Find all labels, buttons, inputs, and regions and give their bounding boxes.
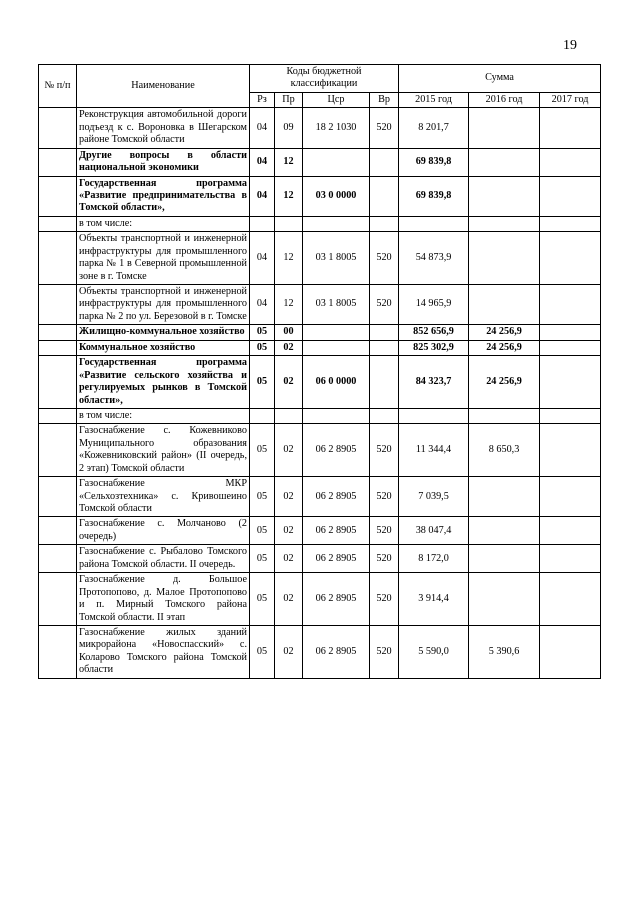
table-row bbox=[39, 340, 601, 355]
cell-pr: 02 bbox=[275, 517, 303, 545]
cell-pr: 12 bbox=[275, 285, 303, 325]
cell-2017 bbox=[540, 625, 601, 678]
cell-2015: 38 047,4 bbox=[399, 517, 469, 545]
cell-pr: 02 bbox=[275, 573, 303, 626]
cell-2017 bbox=[540, 356, 601, 409]
budget-table bbox=[38, 64, 601, 679]
cell-vr bbox=[370, 148, 399, 176]
cell-2016 bbox=[469, 545, 540, 573]
cell-2016 bbox=[469, 408, 540, 423]
cell-2015: 8 201,7 bbox=[399, 108, 469, 148]
cell-num bbox=[39, 325, 77, 340]
cell-vr bbox=[370, 176, 399, 216]
cell-2017 bbox=[540, 176, 601, 216]
cell-2015 bbox=[399, 216, 469, 231]
cell-vr: 520 bbox=[370, 545, 399, 573]
cell-name: в том числе: bbox=[77, 216, 250, 231]
cell-pr: 12 bbox=[275, 148, 303, 176]
cell-vr bbox=[370, 216, 399, 231]
table-row bbox=[39, 517, 601, 545]
cell-2015: 84 323,7 bbox=[399, 356, 469, 409]
cell-2015: 69 839,8 bbox=[399, 176, 469, 216]
table-row bbox=[39, 545, 601, 573]
cell-num bbox=[39, 356, 77, 409]
table-header bbox=[39, 65, 601, 108]
cell-csr: 06 2 8905 bbox=[303, 477, 370, 517]
table-row bbox=[39, 356, 601, 409]
table-row bbox=[39, 285, 601, 325]
cell-pr: 02 bbox=[275, 424, 303, 477]
cell-rz: 05 bbox=[250, 625, 275, 678]
cell-name: Газоснабжение МКР «Сельхозтехника» с. Кривошеино Томской области bbox=[77, 477, 250, 517]
cell-2016: 24 256,9 bbox=[469, 340, 540, 355]
cell-name: Газоснабжение с. Рыбалово Томского района Томской области. II очередь. bbox=[77, 545, 250, 573]
cell-2015: 54 873,9 bbox=[399, 232, 469, 285]
cell-num bbox=[39, 340, 77, 355]
cell-vr bbox=[370, 408, 399, 423]
cell-rz: 04 bbox=[250, 148, 275, 176]
header-codes: Коды бюджетной классификации bbox=[250, 65, 399, 93]
cell-name: Газоснабжение д. Большое Протопопово, д. Малое Протопопово и п. Мирный Томского района Томской области. II этап bbox=[77, 573, 250, 626]
cell-rz: 05 bbox=[250, 340, 275, 355]
cell-name: Объекты транспортной и инженерной инфраструктуры для промышленного парка № 1 в Северной промышленной зоне в г. Томске bbox=[77, 232, 250, 285]
cell-2016: 24 256,9 bbox=[469, 356, 540, 409]
cell-2015: 825 302,9 bbox=[399, 340, 469, 355]
cell-rz: 04 bbox=[250, 108, 275, 148]
cell-pr: 02 bbox=[275, 625, 303, 678]
cell-csr bbox=[303, 340, 370, 355]
cell-name: в том числе: bbox=[77, 408, 250, 423]
cell-2016 bbox=[469, 285, 540, 325]
table-row bbox=[39, 216, 601, 231]
cell-num bbox=[39, 408, 77, 423]
table-row bbox=[39, 408, 601, 423]
cell-rz: 05 bbox=[250, 356, 275, 409]
header-csr: Цср bbox=[303, 92, 370, 107]
cell-name: Реконструкция автомобильной дороги подъезд к с. Вороновка в Шегарском районе Томской области bbox=[77, 108, 250, 148]
header-2017: 2017 год bbox=[540, 92, 601, 107]
table-row bbox=[39, 325, 601, 340]
cell-2016 bbox=[469, 232, 540, 285]
cell-csr: 06 2 8905 bbox=[303, 573, 370, 626]
cell-2017 bbox=[540, 108, 601, 148]
cell-pr: 12 bbox=[275, 176, 303, 216]
cell-2016 bbox=[469, 216, 540, 231]
cell-2016 bbox=[469, 148, 540, 176]
cell-csr: 03 1 8005 bbox=[303, 232, 370, 285]
header-num: № п/п bbox=[39, 65, 77, 108]
cell-vr: 520 bbox=[370, 424, 399, 477]
cell-name: Государственная программа «Развитие предпринимательства в Томской области», bbox=[77, 176, 250, 216]
cell-csr bbox=[303, 408, 370, 423]
cell-2017 bbox=[540, 477, 601, 517]
cell-name: Газоснабжение жилых зданий микрорайона «Новоспасский» с. Коларово Томского района Томской области bbox=[77, 625, 250, 678]
cell-2015 bbox=[399, 408, 469, 423]
cell-2016: 5 390,6 bbox=[469, 625, 540, 678]
cell-vr: 520 bbox=[370, 625, 399, 678]
cell-rz: 05 bbox=[250, 573, 275, 626]
cell-rz: 04 bbox=[250, 176, 275, 216]
cell-2017 bbox=[540, 325, 601, 340]
cell-name: Объекты транспортной и инженерной инфраструктуры для промышленного парка № 2 по ул. Березовой в г. Томске bbox=[77, 285, 250, 325]
cell-csr: 03 0 0000 bbox=[303, 176, 370, 216]
page-number: 19 bbox=[563, 38, 577, 53]
cell-2016 bbox=[469, 517, 540, 545]
table-body bbox=[39, 108, 601, 678]
cell-csr: 18 2 1030 bbox=[303, 108, 370, 148]
cell-vr: 520 bbox=[370, 573, 399, 626]
table-row bbox=[39, 232, 601, 285]
cell-csr bbox=[303, 216, 370, 231]
cell-csr bbox=[303, 148, 370, 176]
cell-2017 bbox=[540, 424, 601, 477]
header-name: Наименование bbox=[77, 65, 250, 108]
cell-pr: 02 bbox=[275, 356, 303, 409]
cell-2017 bbox=[540, 408, 601, 423]
cell-vr bbox=[370, 356, 399, 409]
cell-2016 bbox=[469, 477, 540, 517]
cell-csr: 06 2 8905 bbox=[303, 625, 370, 678]
cell-name: Газоснабжение с. Кожевниково Муниципального образования «Кожевниковский район» (II очередь, 2 этап) Томской области bbox=[77, 424, 250, 477]
cell-vr bbox=[370, 340, 399, 355]
cell-2015: 3 914,4 bbox=[399, 573, 469, 626]
cell-num bbox=[39, 517, 77, 545]
header-2015: 2015 год bbox=[399, 92, 469, 107]
cell-pr bbox=[275, 408, 303, 423]
header-sum: Сумма bbox=[399, 65, 601, 93]
cell-name: Другие вопросы в области национальной экономики bbox=[77, 148, 250, 176]
cell-pr: 12 bbox=[275, 232, 303, 285]
cell-num bbox=[39, 477, 77, 517]
cell-name: Газоснабжение с. Молчаново (2 очередь) bbox=[77, 517, 250, 545]
cell-2016 bbox=[469, 108, 540, 148]
cell-2017 bbox=[540, 573, 601, 626]
cell-num bbox=[39, 148, 77, 176]
cell-2015: 852 656,9 bbox=[399, 325, 469, 340]
table-row bbox=[39, 477, 601, 517]
cell-rz: 05 bbox=[250, 325, 275, 340]
cell-pr bbox=[275, 216, 303, 231]
header-pr: Пр bbox=[275, 92, 303, 107]
cell-2017 bbox=[540, 232, 601, 285]
cell-num bbox=[39, 108, 77, 148]
cell-2016: 24 256,9 bbox=[469, 325, 540, 340]
table-row bbox=[39, 424, 601, 477]
cell-vr: 520 bbox=[370, 285, 399, 325]
cell-name: Государственная программа «Развитие сельского хозяйства и регулируемых рынков в Томской области», bbox=[77, 356, 250, 409]
cell-vr: 520 bbox=[370, 517, 399, 545]
cell-2017 bbox=[540, 340, 601, 355]
header-rz: Рз bbox=[250, 92, 275, 107]
cell-num bbox=[39, 573, 77, 626]
cell-csr: 06 2 8905 bbox=[303, 517, 370, 545]
cell-2017 bbox=[540, 148, 601, 176]
cell-pr: 00 bbox=[275, 325, 303, 340]
header-2016: 2016 год bbox=[469, 92, 540, 107]
cell-2015: 11 344,4 bbox=[399, 424, 469, 477]
cell-2016 bbox=[469, 176, 540, 216]
cell-pr: 09 bbox=[275, 108, 303, 148]
cell-vr: 520 bbox=[370, 108, 399, 148]
cell-2016: 8 650,3 bbox=[469, 424, 540, 477]
cell-csr: 06 2 8905 bbox=[303, 424, 370, 477]
cell-rz: 04 bbox=[250, 232, 275, 285]
cell-rz: 05 bbox=[250, 477, 275, 517]
cell-rz: 05 bbox=[250, 545, 275, 573]
cell-2017 bbox=[540, 545, 601, 573]
cell-pr: 02 bbox=[275, 340, 303, 355]
cell-2015: 14 965,9 bbox=[399, 285, 469, 325]
cell-csr: 06 2 8905 bbox=[303, 545, 370, 573]
cell-csr: 03 1 8005 bbox=[303, 285, 370, 325]
cell-num bbox=[39, 285, 77, 325]
table-row bbox=[39, 625, 601, 678]
cell-2017 bbox=[540, 285, 601, 325]
cell-rz: 05 bbox=[250, 517, 275, 545]
cell-2015: 69 839,8 bbox=[399, 148, 469, 176]
cell-2015: 8 172,0 bbox=[399, 545, 469, 573]
cell-rz: 05 bbox=[250, 424, 275, 477]
cell-num bbox=[39, 176, 77, 216]
cell-vr: 520 bbox=[370, 477, 399, 517]
cell-name: Жилищно-коммунальное хозяйство bbox=[77, 325, 250, 340]
cell-num bbox=[39, 216, 77, 231]
header-vr: Вр bbox=[370, 92, 399, 107]
cell-num bbox=[39, 545, 77, 573]
table-row bbox=[39, 108, 601, 148]
cell-num bbox=[39, 424, 77, 477]
cell-2016 bbox=[469, 573, 540, 626]
cell-2017 bbox=[540, 517, 601, 545]
table-row bbox=[39, 573, 601, 626]
cell-2015: 7 039,5 bbox=[399, 477, 469, 517]
cell-csr bbox=[303, 325, 370, 340]
cell-pr: 02 bbox=[275, 477, 303, 517]
cell-vr bbox=[370, 325, 399, 340]
cell-rz: 04 bbox=[250, 285, 275, 325]
cell-rz bbox=[250, 408, 275, 423]
cell-rz bbox=[250, 216, 275, 231]
cell-num bbox=[39, 625, 77, 678]
table-row bbox=[39, 148, 601, 176]
cell-vr: 520 bbox=[370, 232, 399, 285]
cell-num bbox=[39, 232, 77, 285]
cell-csr: 06 0 0000 bbox=[303, 356, 370, 409]
table-row bbox=[39, 176, 601, 216]
cell-pr: 02 bbox=[275, 545, 303, 573]
cell-name: Коммунальное хозяйство bbox=[77, 340, 250, 355]
cell-2015: 5 590,0 bbox=[399, 625, 469, 678]
cell-2017 bbox=[540, 216, 601, 231]
